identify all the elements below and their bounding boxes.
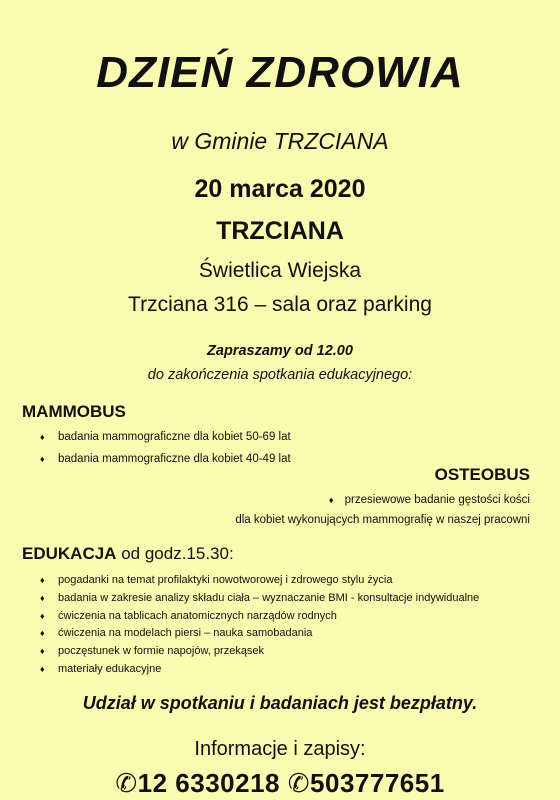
edukacja-heading-label: EDUKACJA bbox=[22, 544, 117, 563]
osteobus-item bbox=[329, 494, 530, 506]
list-item-text: ćwiczenia na modelach piersi – nauka samobadania bbox=[58, 627, 313, 640]
event-town: TRZCIANA bbox=[216, 217, 344, 245]
list-item bbox=[40, 591, 480, 609]
diamond-bullet-icon: ♦ bbox=[40, 646, 45, 657]
event-venue: Świetlica Wiejska bbox=[198, 259, 362, 282]
osteobus-heading: OSTEOBUS bbox=[434, 465, 530, 484]
osteobus-item-text: przesiewowe badanie gęstości kości bbox=[344, 494, 530, 506]
edukacja-heading-time: od godz.15.30: bbox=[116, 544, 234, 563]
info-label: Informacje i zapisy: bbox=[194, 738, 366, 760]
diamond-bullet-icon: ♦ bbox=[40, 454, 45, 464]
diamond-bullet-icon: ♦ bbox=[40, 628, 45, 639]
invite-time: Zapraszamy od 12.00 bbox=[207, 343, 353, 359]
list-item bbox=[40, 451, 291, 473]
phone-icon: ✆ bbox=[287, 768, 311, 798]
phone-numbers bbox=[0, 768, 560, 799]
diamond-bullet-icon: ♦ bbox=[40, 432, 45, 442]
edukacja-list bbox=[40, 573, 480, 680]
mammobus-heading: MAMMOBUS bbox=[22, 402, 126, 421]
list-item bbox=[40, 573, 479, 591]
diamond-bullet-icon: ♦ bbox=[40, 610, 45, 621]
list-item bbox=[40, 644, 479, 662]
list-item-text: ćwiczenia na tablicach anatomicznych narządów rodnych bbox=[58, 609, 337, 622]
list-item-text: poczęstunek w formie napojów, przekąsek bbox=[58, 645, 265, 658]
page-title: DZIEŃ ZDROWIA bbox=[96, 48, 464, 97]
list-item bbox=[40, 609, 479, 627]
list-item bbox=[40, 662, 479, 680]
list-item-text: materiały edukacyjne bbox=[58, 662, 162, 675]
phone-icon: ✆ bbox=[115, 768, 138, 798]
diamond-bullet-icon: ♦ bbox=[328, 495, 334, 505]
phone-number-1[interactable]: 12 6330218 bbox=[137, 768, 280, 798]
phone-number-2[interactable]: 503777651 bbox=[310, 768, 445, 798]
diamond-bullet-icon: ♦ bbox=[40, 575, 45, 585]
list-item-text: badania mammograficzne dla kobiet 50-69 lat bbox=[58, 431, 291, 443]
event-date: 20 marca 2020 bbox=[194, 175, 366, 203]
list-item bbox=[40, 626, 479, 644]
mammobus-list bbox=[40, 429, 291, 473]
invite-until: do zakończenia spotkania edukacyjnego: bbox=[147, 367, 413, 383]
list-item-text: badania w zakresie analizy składu ciała – wyznaczanie BMI - konsultacje indywidualne bbox=[58, 591, 480, 604]
list-item-text: badania mammograficzne dla kobiet 40-49 lat bbox=[58, 453, 291, 465]
list-item-text: pogadanki na temat profilaktyki nowotworowej i zdrowego stylu życia bbox=[58, 574, 393, 586]
subtitle: w Gminie TRZCIANA bbox=[171, 128, 389, 154]
edukacja-heading bbox=[22, 544, 234, 564]
diamond-bullet-icon: ♦ bbox=[40, 592, 45, 603]
diamond-bullet-icon: ♦ bbox=[40, 663, 45, 674]
free-note: Udział w spotkaniu i badaniach jest bezpłatny. bbox=[82, 693, 478, 713]
list-item bbox=[40, 429, 291, 451]
event-address: Trzciana 316 – sala oraz parking bbox=[128, 293, 432, 316]
osteobus-item-continuation: dla kobiet wykonujących mammografię w naszej pracowni bbox=[235, 514, 530, 526]
